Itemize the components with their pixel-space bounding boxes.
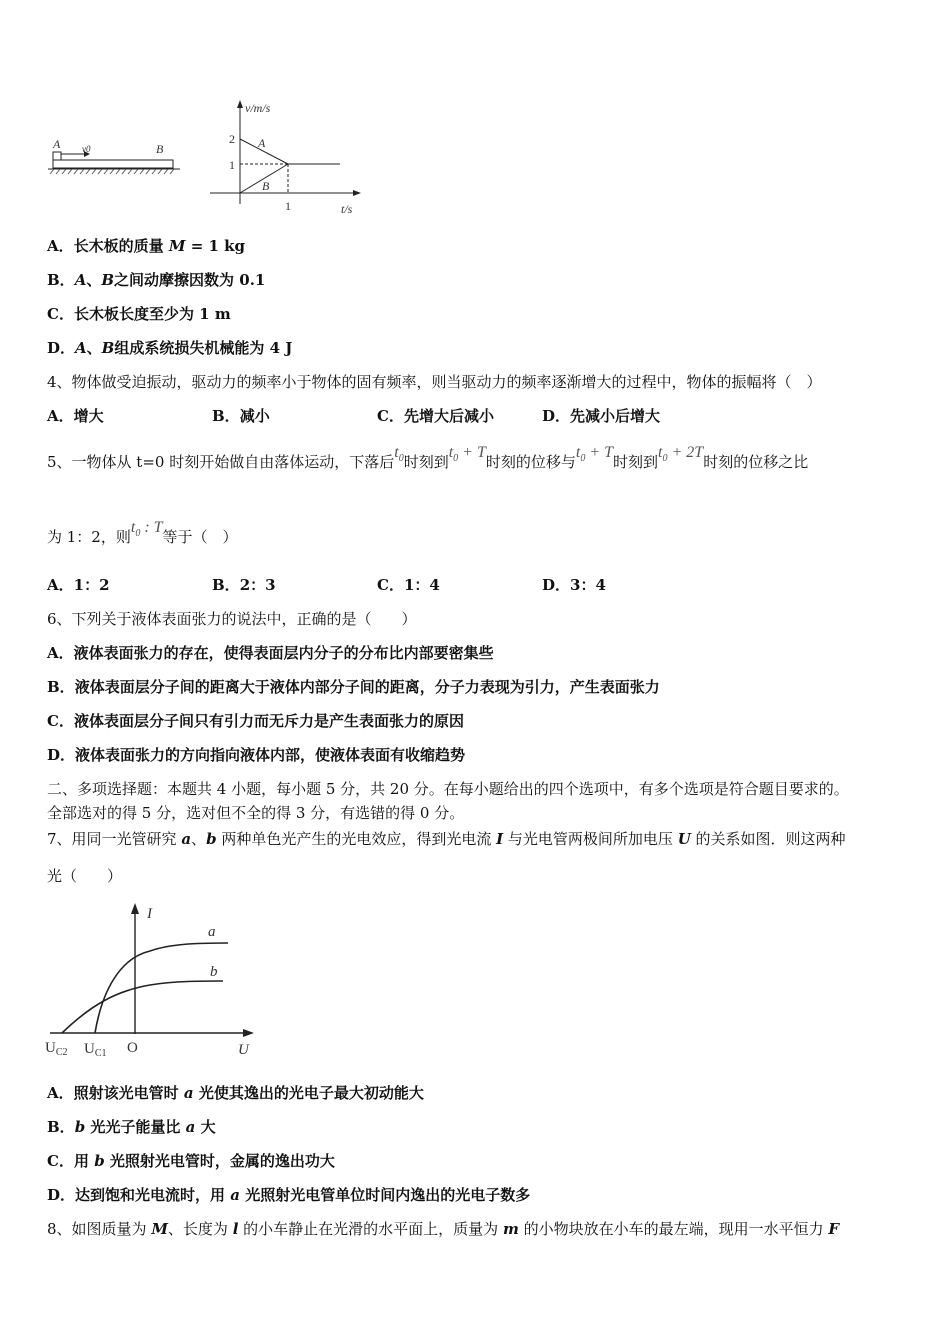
q6-option-c: C．液体表面层分子间只有引力而无斥力是产生表面张力的原因 — [47, 712, 464, 730]
long-board — [53, 160, 173, 168]
curve-a — [95, 943, 228, 1033]
uc2-label: $U_{C2}$ — [45, 1040, 68, 1058]
tick-y-1: 1 — [229, 158, 235, 172]
q6-stem: 6、下列关于液体表面张力的说法中，正确的是（ ） — [47, 610, 417, 628]
curve-b — [62, 981, 223, 1033]
q5-options — [47, 575, 606, 595]
label-b: B — [156, 142, 164, 156]
graph-u-label: U — [238, 1042, 249, 1058]
board-figure — [44, 132, 184, 178]
q8-stem: 8、如图质量为 M、长度为 l 的小车静止在光滑的水平面上，质量为 m 的小物块放在小车的最左端，现用一水平恒力 F — [47, 1220, 840, 1238]
q4-option-c: C．先增大后减小 — [377, 407, 494, 425]
graph-ylabel: v/m/s — [245, 101, 271, 115]
label-v0: v0 — [82, 144, 91, 154]
q4-option-b: B．减小 — [212, 407, 270, 425]
q7-stem-line1: 7、用同一光管研究 a、b 两种单色光产生的光电效应，得到光电流 I 与光电管两极间所加电压 U 的关系如图．则这两种 — [47, 830, 846, 848]
tick-x-1: 1 — [285, 199, 291, 213]
tick-y-2: 2 — [229, 132, 235, 146]
graph-i-label: I — [147, 906, 152, 922]
graph-x-arrowhead — [353, 190, 361, 196]
i-axis-arrowhead — [131, 903, 139, 914]
q4-option-d: D．先减小后增大 — [542, 407, 661, 425]
q4-option-a: A．增大 — [47, 407, 104, 425]
q3-option-d: D．A、B组成系统损失机械能为 4 J — [47, 339, 293, 357]
q5-stem-line1: 5、一物体从 t=0 时刻开始做自由落体运动，下落后$t_0$时刻到$t_0 + T$时刻的位移与$t_0 + T$时刻到$t_0 + 2T$时刻的位移之比 — [47, 444, 809, 471]
q7-option-b: B．b 光光子能量比 a 大 — [47, 1118, 216, 1136]
q5-option-a: A．1：2 — [47, 576, 110, 594]
label-a: A — [53, 137, 61, 151]
q6-option-d: D．液体表面张力的方向指向液体内部，使液体表面有收缩趋势 — [47, 746, 466, 764]
section2-heading-line2: 全部选对的得 5 分，选对但不全的得 3 分，有选错的得 0 分。 — [47, 804, 465, 822]
q5-stem-line2: 为 1：2，则$t_0$ : T等于（ ） — [47, 519, 238, 546]
curve-b-label: b — [210, 964, 218, 980]
q6-option-b: B．液体表面层分子间的距离大于液体内部分子间的距离，分子力表现为引力，产生表面张力 — [47, 678, 660, 696]
q5-option-d: D．3：4 — [542, 576, 606, 594]
curve-a-label: A — [258, 136, 266, 150]
q3-option-a: A．长木板的质量 M = 1 kg — [47, 237, 246, 255]
vt-graph — [205, 96, 370, 220]
q4-options — [47, 406, 660, 426]
curve-a-label: a — [208, 924, 216, 940]
u-axis-arrowhead — [243, 1029, 254, 1037]
uc1-label: $U_{C1}$ — [84, 1041, 107, 1059]
q6-option-a: A．液体表面张力的存在，使得表面层内分子的分布比内部要密集些 — [47, 644, 494, 662]
photoelectric-graph — [40, 896, 270, 1066]
q5-option-b: B．2：3 — [212, 576, 276, 594]
q3-option-b: B．A、B之间动摩擦因数为 0.1 — [47, 271, 266, 289]
q7-option-a: A．照射该光电管时 a 光使其逸出的光电子最大初动能大 — [47, 1084, 424, 1102]
q4-stem: 4、物体做受迫振动，驱动力的频率小于物体的固有频率，则当驱动力的频率逐渐增大的过程中，物体的振幅将（ ） — [47, 373, 822, 391]
q7-option-c: C．用 b 光照射光电管时，金属的逸出功大 — [47, 1152, 335, 1170]
graph-xlabel: t/s — [341, 202, 353, 216]
section2-heading-line1: 二、多项选择题：本题共 4 小题，每小题 5 分，共 20 分。在每小题给出的四个选项中，有多个选项是符合题目要求的。 — [47, 780, 849, 798]
graph-y-arrowhead — [237, 100, 243, 108]
q7-option-d: D．达到饱和光电流时，用 a 光照射光电管单位时间内逸出的光电子数多 — [47, 1186, 531, 1204]
curve-b-label: B — [262, 179, 270, 193]
q7-stem-line2: 光（ ） — [47, 867, 123, 885]
q3-option-c: C．长木板长度至少为 1 m — [47, 305, 231, 323]
origin-label: O — [127, 1040, 138, 1056]
q5-option-c: C．1：4 — [377, 576, 440, 594]
ground-hatching — [50, 169, 174, 174]
block-a — [53, 152, 61, 160]
